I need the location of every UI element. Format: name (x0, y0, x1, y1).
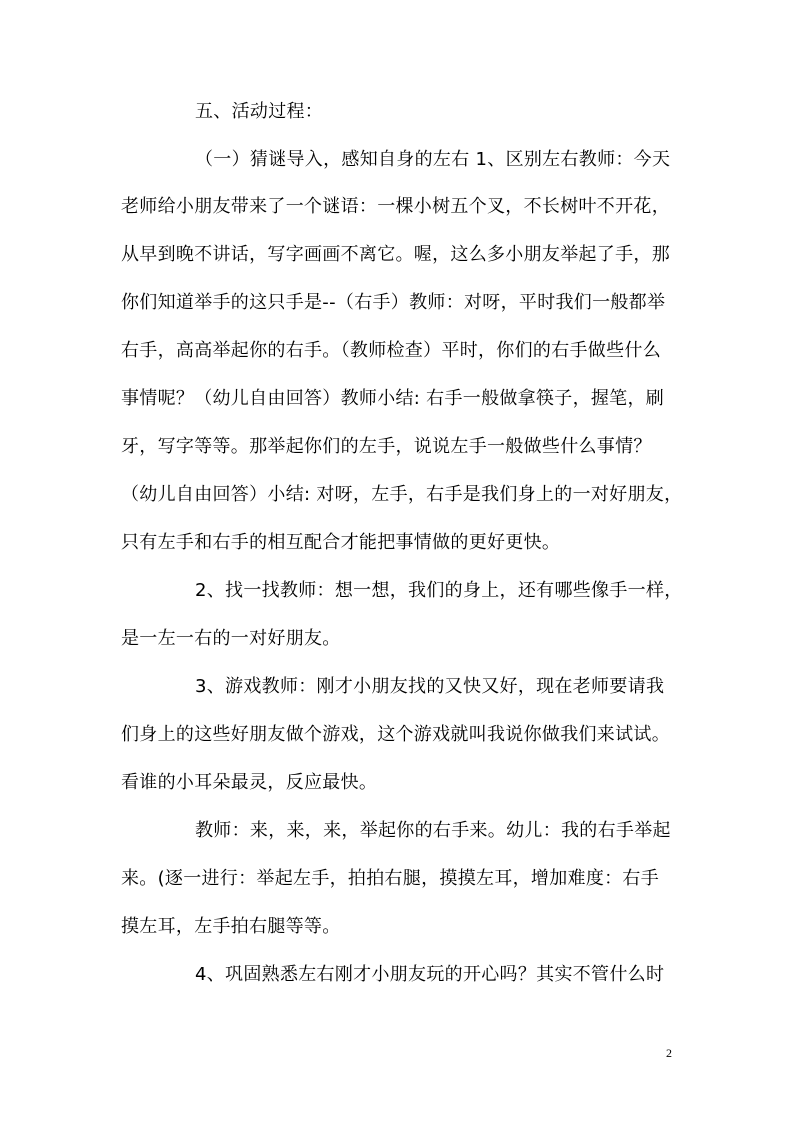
page-number: 2 (666, 1046, 672, 1060)
paragraph-line: 2、找一找教师：想一想，我们的身上，还有哪些像手一样， (195, 580, 683, 601)
paragraph-line: （幼儿自由回答）小结: 对呀，左手，右手是我们身上的一对好朋友， (121, 484, 683, 505)
paragraph-line: 看谁的小耳朵最灵，反应最快。 (121, 772, 378, 793)
paragraph-line: 摸左耳，左手拍右腿等等。 (121, 916, 341, 937)
paragraph-line: 事情呢？（幼儿自由回答）教师小结: 右手一般做拿筷子，握笔，刷 (121, 388, 665, 409)
paragraph-line: 4、巩固熟悉左右刚才小朋友玩的开心吗？其实不管什么时 (195, 964, 665, 985)
paragraph-line: 从早到晚不讲话，写字画画不离它。喔，这么多小朋友举起了手，那 (121, 244, 670, 265)
paragraph-line: （一）猜谜导入，感知自身的左右 1、区别左右教师：今天 (195, 149, 671, 170)
paragraph-line: 是一左一右的一对好朋友。 (121, 628, 341, 649)
paragraph-line: 3、游戏教师：刚才小朋友找的又快又好，现在老师要请我 (195, 676, 665, 697)
paragraph-line: 牙，写字等等。那举起你们的左手，说说左手一般做些什么事情？ (121, 436, 652, 457)
paragraph-line: 只有左手和右手的相互配合才能把事情做的更好更快。 (121, 532, 561, 553)
paragraph-line: 来。(逐一进行：举起左手，拍拍右腿，摸摸左耳，增加难度：右手 (121, 868, 660, 889)
paragraph-line: 右手，高高举起你的右手。（教师检查）平时，你们的右手做些什么 (121, 340, 661, 361)
paragraph-line: 教师：来，来，来，举起你的右手来。幼儿：我的右手举起 (195, 820, 671, 841)
paragraph-line: 老师给小朋友带来了一个谜语：一棵小树五个叉，不长树叶不开花， (121, 196, 670, 217)
paragraph-line: 你们知道举手的这只手是--（右手）教师：对呀，平时我们一般都举 (121, 292, 666, 313)
paragraph-line: 们身上的这些好朋友做个游戏，这个游戏就叫我说你做我们来试试。 (121, 724, 670, 745)
section-heading: 五、活动过程： (195, 101, 324, 122)
